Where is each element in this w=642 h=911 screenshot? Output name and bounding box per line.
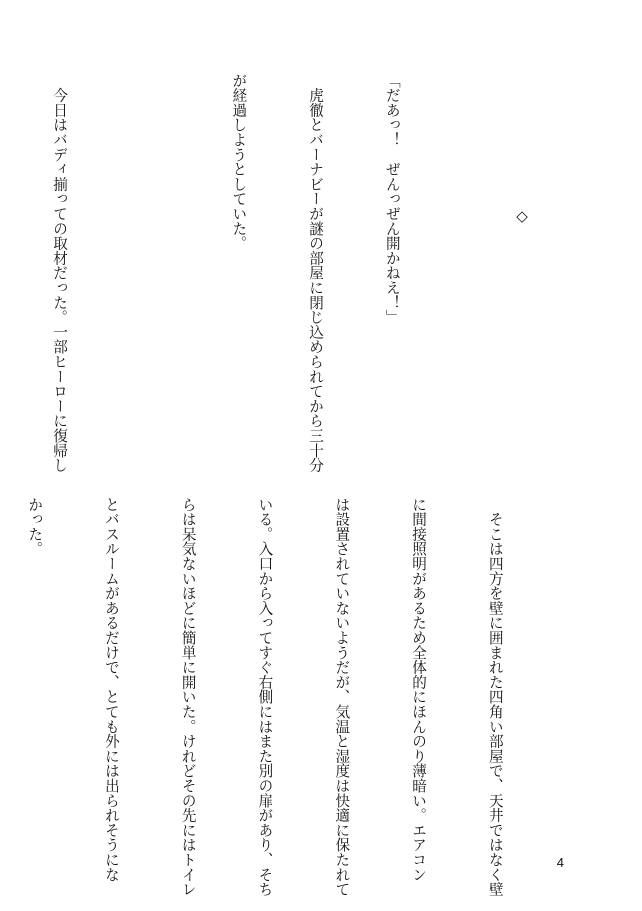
narration-line: らは呆気ないほどに簡単に開いた。けれどその先にはトイレ bbox=[179, 497, 197, 897]
narration-line: 虎徹とバーナビーが謎の部屋に閉じ込められてから三十分 bbox=[307, 73, 325, 473]
narration-line: そこは四方を壁に囲まれた四角い部屋で、天井ではなく壁 bbox=[486, 497, 504, 897]
narration-line: 今日はバディ揃っての取材だった。一部ヒーローに復帰し bbox=[51, 73, 69, 473]
page-number: 4 bbox=[556, 855, 564, 870]
narration-line: は設置されていないようだが、気温と湿度は快適に保たれて bbox=[333, 497, 351, 897]
section-divider-diamond: ◇ bbox=[516, 207, 528, 225]
narration-line: いる。入口から入ってすぐ右側にはまた別の扉があり、そち bbox=[256, 497, 274, 897]
lower-text-block bbox=[0, 497, 559, 897]
dialogue-line: 「だあっ！ ぜんっぜん開かねえ！」 bbox=[383, 73, 401, 325]
narration-line: に間接照明があるため全体的にほんのり薄暗い。エアコン bbox=[410, 497, 428, 882]
narration-line: かった。 bbox=[26, 497, 44, 557]
narration-line: とバスルームがあるだけで、とても外には出られそうにな bbox=[102, 497, 120, 882]
narration-line: が経過しようとしていた。 bbox=[230, 73, 248, 251]
upper-text-block bbox=[0, 73, 456, 473]
